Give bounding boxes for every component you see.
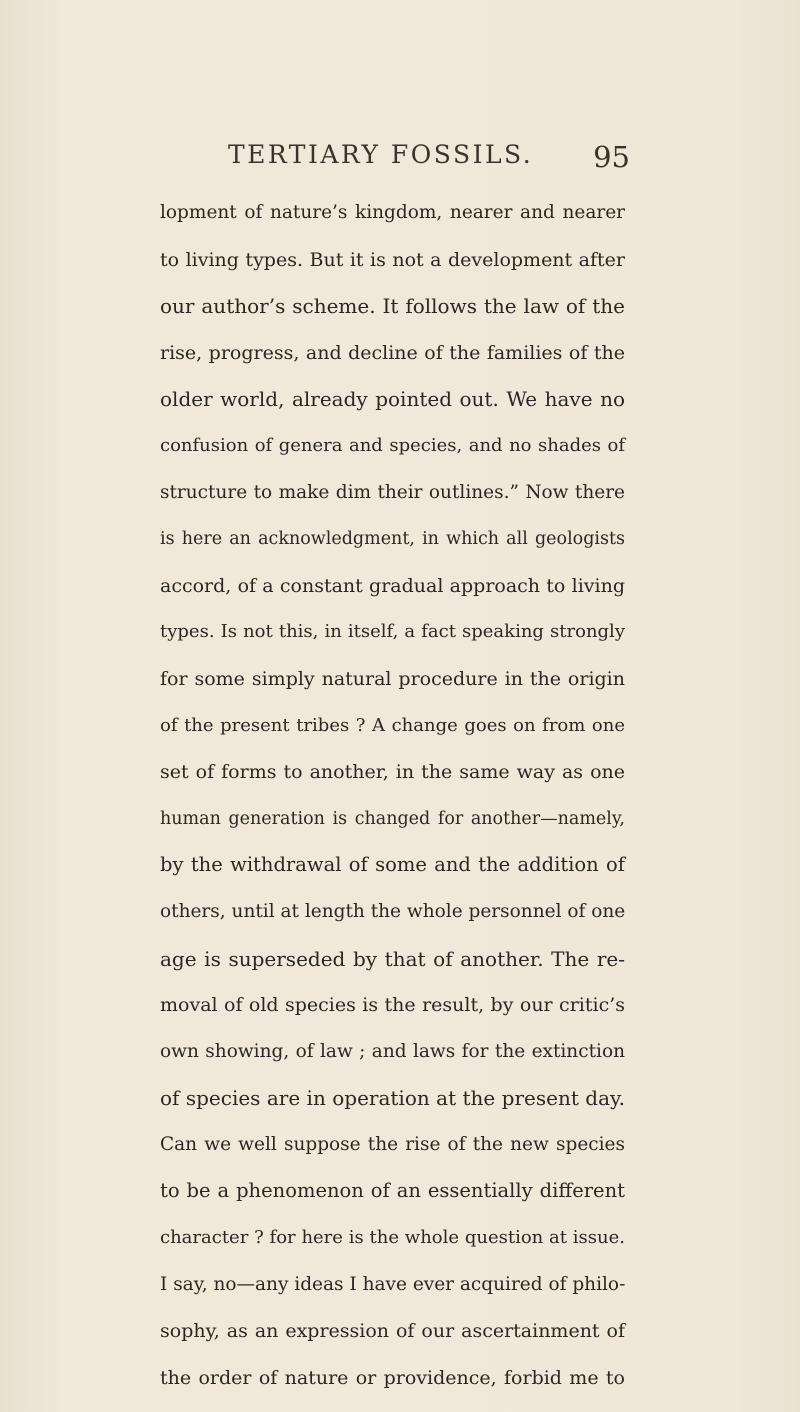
text-line: character ? for here is the whole question at issue. — [160, 1227, 625, 1249]
text-line: is here an acknowledgment, in which all geologists — [160, 529, 625, 550]
text-line: of the present tribes ? A change goes on from one — [160, 714, 625, 736]
body-text — [160, 190, 625, 1401]
text-line: I say, no—any ideas I have ever acquired of philo- — [160, 1273, 626, 1295]
text-line: moval of old species is the result, by our critic’s — [160, 994, 625, 1017]
text-line: by the withdrawal of some and the addition of — [160, 853, 625, 877]
text-line: lopment of nature’s kingdom, nearer and nearer — [160, 202, 625, 223]
text-line: rise, progress, and decline of the families of the — [160, 341, 625, 364]
text-line: of species are in operation at the present day. — [160, 1086, 625, 1111]
text-line: confusion of genera and species, and no shades of — [160, 434, 625, 456]
text-line: types. Is not this, in itself, a fact speaking strongly — [160, 621, 625, 643]
text-line: set of forms to another, in the same way as one — [160, 761, 625, 784]
page-number: 95 — [593, 140, 630, 174]
text-line: accord, of a constant gradual approach to living — [160, 574, 625, 597]
text-line: others, until at length the whole personnel of one — [160, 900, 626, 922]
text-line: our author’s scheme. It follows the law of the — [160, 294, 625, 319]
text-line: own showing, of law ; and laws for the extinction — [160, 1040, 625, 1062]
text-line: for some simply natural procedure in the origin — [160, 667, 625, 690]
text-line: human generation is changed for another—namely, — [160, 808, 625, 829]
text-line: to be a phenomenon of an essentially different — [160, 1179, 625, 1203]
text-line: sophy, as an expression of our ascertainment of — [160, 1320, 625, 1343]
text-line: structure to make dim their outlines.” Now there — [160, 481, 625, 503]
running-title: TERTIARY FOSSILS. — [228, 140, 534, 169]
text-line: to living types. But it is not a development after — [160, 248, 625, 271]
text-line: the order of nature or providence, forbid me to — [160, 1366, 625, 1389]
text-line: Can we well suppose the rise of the new species — [160, 1133, 625, 1155]
text-line: older world, already pointed out. We have no — [160, 387, 625, 412]
text-line: age is superseded by that of another. The re- — [160, 946, 625, 971]
